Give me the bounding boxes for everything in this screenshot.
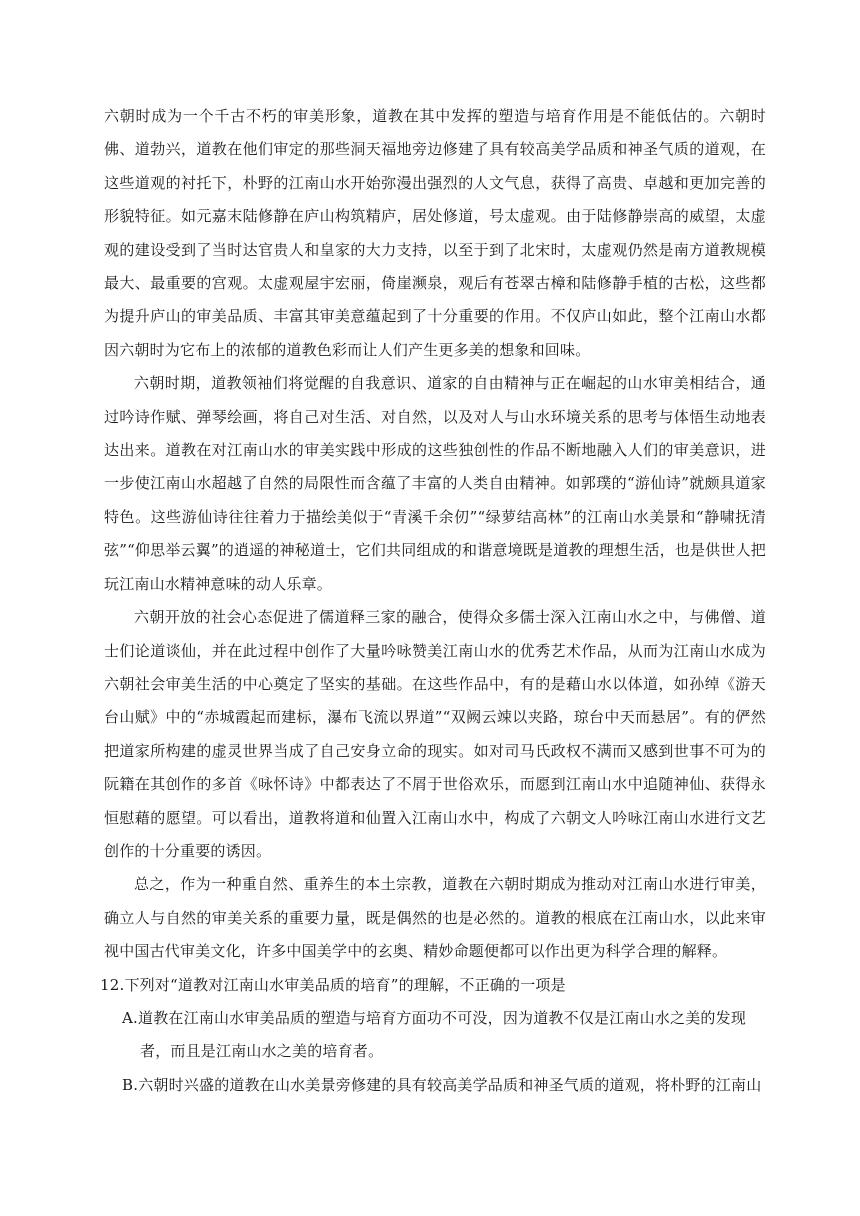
- option-a-label: A.: [122, 1008, 139, 1027]
- paragraph-1: 六朝时成为一个千古不朽的审美形象，道教在其中发挥的塑造与培育作用是不能低估的。六朝时佛、道勃兴，道教在他们审定的那些洞天福地旁边修建了具有较高美学品质和神圣气质的道观，在这些道观的衬托下，朴野的江南山水开始弥漫出强烈的人文气息，获得了高贵、卓越和更加完善的形貌特征。如元嘉末陆修静在庐山构筑精庐，居处修道，号太虚观。由于陆修静崇高的威望，太虚观的建设受到了当时达官贵人和皇家的大力支持，以至于到了北宋时，太虚观仍然是南方道教规模最大、最重要的宫观。太虚观屋宇宏丽，倚崖濒泉，观后有苍翠古樟和陆修静手植的古松，这些都为提升庐山的审美品质、丰富其审美意蕴起到了十分重要的作用。不仅庐山如此，整个江南山水都因六朝时为它布上的浓郁的道教色彩而让人们产生更多美的想象和回味。: [104, 107, 766, 359]
- option-b-text-line1: 六朝时兴盛的道教在山水美景旁修建的具有较高美学品质和神圣气质的道观，将朴野的江南山: [138, 1075, 762, 1094]
- option-a: [122, 1002, 766, 1069]
- paragraph-4: 总之，作为一种重自然、重养生的本土宗教，道教在六朝时期成为推动对江南山水进行审美，确立人与自然的审美关系的重要力量，既是偶然的也是必然的。道教的根底在江南山水，以此来审视中国古代审美文化，许多中国美学中的玄奥、精妙命题便都可以作出更为科学合理的解释。: [104, 875, 766, 961]
- document-page: [100, 100, 767, 1102]
- paragraph-2: 六朝时期，道教领袖们将觉醒的自我意识、道家的自由精神与正在崛起的山水审美相结合，通过吟诗作赋、弹琴绘画，将自己对生活、对自然，以及对人与山水环境关系的思考与体悟生动地表达出来。道教在对江南山水的审美实践中形成的这些独创性的作品不断地融入人们的审美意识，进一步使江南山水超越了自然的局限性而含蕴了丰富的人类自由精神。如郭璞的“游仙诗”就颇具道家特色。这些游仙诗往往着力于描绘美似于“青溪千余仞”“绿萝结高林”的江南山水美景和“静啸抚清弦”“仰思举云翼”的逍遥的神秘道士，它们共同组成的和谐意境既是道教的理想生活，也是供世人把玩江南山水精神意味的动人乐章。: [104, 374, 767, 593]
- option-a-text-line1: 道教在江南山水审美品质的塑造与培育方面功不可没，因为道教不仅是江南山水之美的发现: [138, 1008, 747, 1027]
- option-b: [122, 1069, 766, 1102]
- option-b-label: B.: [122, 1075, 139, 1094]
- paragraph-3: 六朝开放的社会心态促进了儒道释三家的融合，使得众多儒士深入江南山水之中，与佛僧、道士们论道谈仙，并在此过程中创作了大量吟咏赞美江南山水的优秀艺术作品，从而为江南山水成为六朝社会审美生活的中心奠定了坚实的基础。在这些作品中，有的是藉山水以体道，如孙绰《游天台山赋》中的“赤城霞起而建标，瀑布飞流以界道”“双阙云竦以夹路，琼台中天而悬居”。有的俨然把道家所构建的虚灵世界当成了自己安身立命的现实。如对司马氏政权不满而又感到世事不可为的阮籍在其创作的多首《咏怀诗》中都表达了不屑于世俗欢乐，而愿到江南山水中追随神仙、获得永恒慰藉的愿望。可以看出，道教将道和仙置入江南山水中，构成了六朝文人吟咏江南山水进行文艺创作的十分重要的诱因。: [104, 608, 766, 860]
- question-stem: 12.下列对“道教对江南山水审美品质的培育”的理解，不正确的一项是: [100, 975, 566, 994]
- option-a-text-line2: 者，而且是江南山水之美的培育者。: [140, 1042, 384, 1061]
- question-12: [100, 969, 766, 1103]
